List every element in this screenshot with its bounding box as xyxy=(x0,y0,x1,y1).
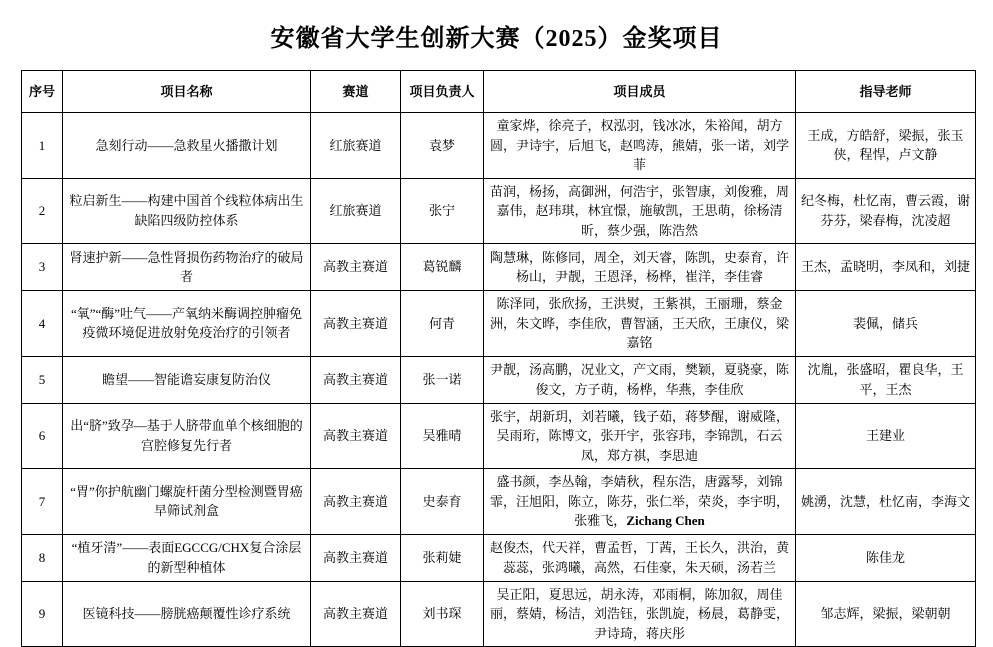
members-text: 盛书颜，李丛翰，李婧秋，程东浩，唐露琴，刘锦霏，汪旭阳，陈立，陈芬，张仁举，荣炎，李宇明，张雅飞， xyxy=(489,474,789,528)
members-cell: 陶慧琳，陈修同，周全，刘天睿，陈凯，史泰育，许杨山，尹靓，王恩泽，杨桦，崔洋，李佳睿 xyxy=(484,244,796,291)
track-cell: 高教主赛道 xyxy=(311,356,401,403)
advisors-cell: 纪冬梅，杜忆南，曹云霞，谢芬芬，梁春梅，沈凌超 xyxy=(796,178,976,244)
leader-cell: 何青 xyxy=(401,291,484,357)
track-cell: 红旅赛道 xyxy=(311,113,401,179)
project-name-cell: 瞻望——智能谵妄康复防治仪 xyxy=(63,356,311,403)
advisors-cell: 姚湧，沈慧，杜忆南，李海文 xyxy=(796,469,976,535)
table-row xyxy=(22,469,976,535)
header-leader: 项目负责人 xyxy=(401,71,484,113)
members-cell: 张宇，胡新玥，刘若曦，钱子茹，蒋梦醒，谢威隆，吴雨珩，陈博文，张开宇，张容玮，李锦凯，石云凤，郑方祺，李思迪 xyxy=(484,403,796,469)
project-name-cell: 肾速护新——急性肾损伤药物治疗的破局者 xyxy=(63,244,311,291)
advisors-cell: 裴佩，储兵 xyxy=(796,291,976,357)
table-row xyxy=(22,534,976,581)
leader-cell: 张宁 xyxy=(401,178,484,244)
serial-cell: 2 xyxy=(22,178,63,244)
header-project-name: 项目名称 xyxy=(63,71,311,113)
advisors-cell: 王建业 xyxy=(796,403,976,469)
project-name-cell: “氧”“酶”吐气——产氧纳米酶调控肿瘤免疫微环境促进放射免疫治疗的引领者 xyxy=(63,291,311,357)
members-cell xyxy=(484,469,796,535)
members-cell: 赵俊杰，代天祥，曹孟哲，丁茜，王长久，洪治，黄蕊蕊，张鸿曦，高然，石佳豪，朱天硕，汤若兰 xyxy=(484,534,796,581)
header-serial: 序号 xyxy=(22,71,63,113)
header-advisors: 指导老师 xyxy=(796,71,976,113)
members-english-name: Zichang Chen xyxy=(626,513,705,528)
track-cell: 高教主赛道 xyxy=(311,581,401,647)
advisors-cell: 王杰，孟晓明，李凤和，刘捷 xyxy=(796,244,976,291)
advisors-cell: 邹志辉，梁振，梁朝朝 xyxy=(796,581,976,647)
leader-cell: 袁梦 xyxy=(401,113,484,179)
project-name-cell: 出“脐”致孕—基于人脐带血单个核细胞的宫腔修复先行者 xyxy=(63,403,311,469)
project-name-cell: 急刻行动——急救星火播撒计划 xyxy=(63,113,311,179)
project-name-cell: 医镜科技——膀胱癌颠覆性诊疗系统 xyxy=(63,581,311,647)
leader-cell: 张莉婕 xyxy=(401,534,484,581)
members-cell: 吴正阳，夏思远，胡永涛，邓雨桐，陈加叙，周佳丽，蔡婧，杨洁，刘浩钰，张凯旋，杨晨，葛静雯，尹诗琦，蒋庆彤 xyxy=(484,581,796,647)
members-cell: 苗润，杨扬，高御洲，何浩宇，张智康，刘俊雅，周嘉伟，赵玮琪，林宜憬，施敏凯，王思萌，徐杨清昕，蔡少强，陈浩然 xyxy=(484,178,796,244)
advisors-cell: 沈胤，张盛昭，瞿良华，王平，王杰 xyxy=(796,356,976,403)
table-row xyxy=(22,244,976,291)
members-cell: 尹靓，汤高鹏，况业文，产文雨，樊颖，夏骁豪，陈俊文，方子萌，杨桦，华燕，李佳欣 xyxy=(484,356,796,403)
track-cell: 高教主赛道 xyxy=(311,291,401,357)
project-name-cell: “胃”你护航幽门螺旋杆菌分型检测暨胃癌早筛试剂盒 xyxy=(63,469,311,535)
serial-cell: 6 xyxy=(22,403,63,469)
track-cell: 高教主赛道 xyxy=(311,534,401,581)
header-row xyxy=(22,71,976,113)
members-cell: 童家烨，徐亮子，权泓羽，钱冰冰，朱裕闻，胡方圆，尹诗宇，后旭飞，赵鸣涛，熊婧，张一诺，刘学菲 xyxy=(484,113,796,179)
serial-cell: 3 xyxy=(22,244,63,291)
track-cell: 高教主赛道 xyxy=(311,469,401,535)
table-row xyxy=(22,113,976,179)
advisors-cell: 王成，方皓舒，梁振，张玉侠，程悍，卢文静 xyxy=(796,113,976,179)
serial-cell: 5 xyxy=(22,356,63,403)
table-row xyxy=(22,356,976,403)
table-row xyxy=(22,581,976,647)
advisors-cell: 陈佳龙 xyxy=(796,534,976,581)
leader-cell: 张一诺 xyxy=(401,356,484,403)
table-row xyxy=(22,403,976,469)
leader-cell: 刘书琛 xyxy=(401,581,484,647)
track-cell: 高教主赛道 xyxy=(311,403,401,469)
leader-cell: 葛锐麟 xyxy=(401,244,484,291)
header-track: 赛道 xyxy=(311,71,401,113)
track-cell: 高教主赛道 xyxy=(311,244,401,291)
serial-cell: 9 xyxy=(22,581,63,647)
serial-cell: 4 xyxy=(22,291,63,357)
project-name-cell: “植牙清”——表面EGCCG/CHX复合涂层的新型种植体 xyxy=(63,534,311,581)
track-cell: 红旅赛道 xyxy=(311,178,401,244)
header-members: 项目成员 xyxy=(484,71,796,113)
members-cell: 陈泽同，张欣扬，王洪熨，王紫祺，王丽珊，蔡金洲，朱文晔，李佳欣，曹智涵，王天欣，王康仪，梁嘉铭 xyxy=(484,291,796,357)
awards-table xyxy=(21,70,976,647)
serial-cell: 8 xyxy=(22,534,63,581)
serial-cell: 1 xyxy=(22,113,63,179)
project-name-cell: 粒启新生——构建中国首个线粒体病出生缺陷四级防控体系 xyxy=(63,178,311,244)
table-row xyxy=(22,178,976,244)
serial-cell: 7 xyxy=(22,469,63,535)
table-row xyxy=(22,291,976,357)
page-title: 安徽省大学生创新大赛（2025）金奖项目 xyxy=(270,26,723,52)
leader-cell: 吴雅晴 xyxy=(401,403,484,469)
leader-cell: 史泰育 xyxy=(401,469,484,535)
